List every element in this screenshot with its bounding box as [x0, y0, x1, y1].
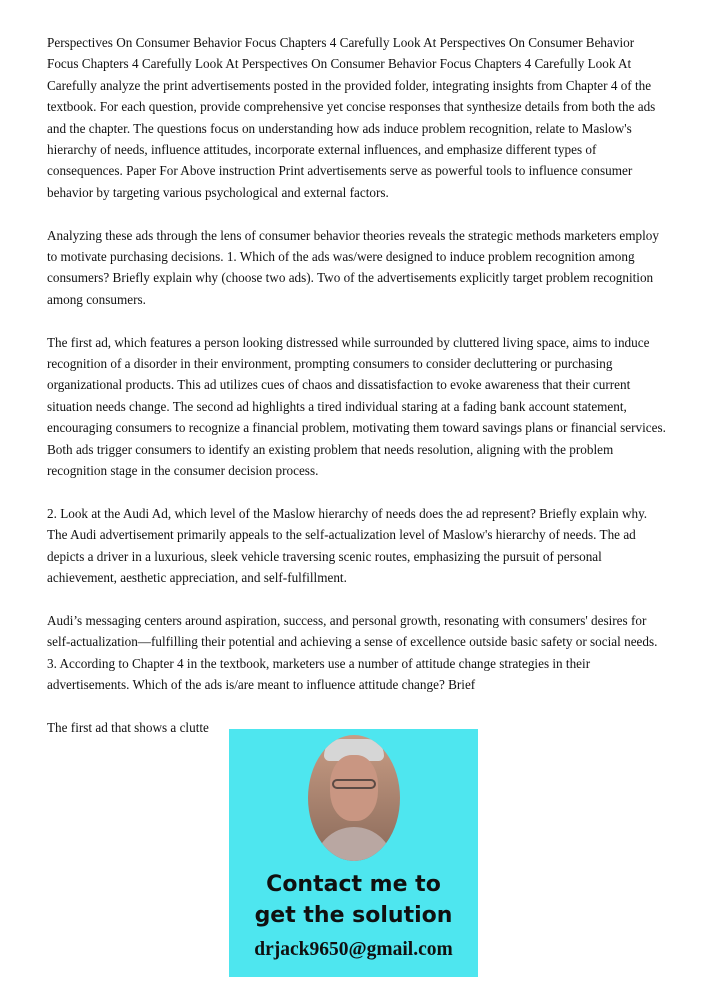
avatar	[308, 735, 400, 861]
paragraph: 2. Look at the Audi Ad, which level of the Maslow hierarchy of needs does the ad represent? Briefly explain why. The Audi advertisement primarily appeals to the self-actualization level of Maslow's hierarchy of needs. The ad depicts a driver in a luxurious, sleek vehicle traversing scenic routes, emphasizing the pursuit of personal achievement, aesthetic appreciation, and self-fulfillment.	[47, 505, 648, 586]
contact-line-1: Contact me to	[266, 872, 441, 897]
paragraph: Audi’s messaging centers around aspiration, success, and personal growth, resonating with consumers' desires for self-actualization—fulfilling their potential and achieving a sense of excellence outside basic safety or social needs. 3. According to Chapter 4 in the textbook, marketers use a number of attitude change strategies in their advertisements. Which of the ads is/are meant to influence attitude change? Brief	[47, 612, 658, 693]
contact-overlay	[229, 729, 478, 977]
paragraph: The first ad, which features a person looking distressed while surrounded by cluttered living space, aims to induce recognition of a disorder in their environment, prompting consumers to consider decluttering or purchasing organizational products. This ad utilizes cues of chaos and dissatisfaction to evoke awareness that their current situation needs change. The second ad highlights a tired individual staring at a fading bank account statement, encouraging consumers to recognize a financial problem, motivating them toward savings plans or financial services. Both ads trigger consumers to identify an existing problem that needs resolution, aligning with the problem recognition stage in the consumer decision process.	[47, 334, 666, 479]
paragraph: Perspectives On Consumer Behavior Focus Chapters 4 Carefully Look At Perspectives On Consumer Behavior Focus Chapters 4 Carefully Look At Perspectives On Consumer Behavior Focus Chapters 4 Carefully Look At Carefully analyze the print advertisements posted in the provided folder, integrating insights from Chapter 4 of the textbook. For each question, provide comprehensive yet concise responses that synthesize details from both the ads and the chapter. The questions focus on understanding how ads induce problem recognition, relate to Maslow's hierarchy of needs, influence attitudes, incorporate external influences, and emphasize different types of consequences. Paper For Above instruction Print advertisements serve as powerful tools to influence consumer behavior by targeting various psychological and external factors.	[47, 35, 656, 200]
contact-heading	[255, 869, 453, 931]
contact-email: drjack9650@gmail.com	[254, 939, 453, 960]
paragraph: The first ad that shows a clutte	[47, 719, 209, 735]
paragraph: Analyzing these ads through the lens of consumer behavior theories reveals the strategic methods marketers employ to motivate purchasing decisions. 1. Which of the ads was/were designed to induce problem recognition among consumers? Briefly explain why (choose two ads). Two of the advertisements explicitly target problem recognition among consumers.	[47, 227, 659, 307]
contact-line-2: get the solution	[254, 903, 453, 928]
document-body	[47, 32, 667, 760]
